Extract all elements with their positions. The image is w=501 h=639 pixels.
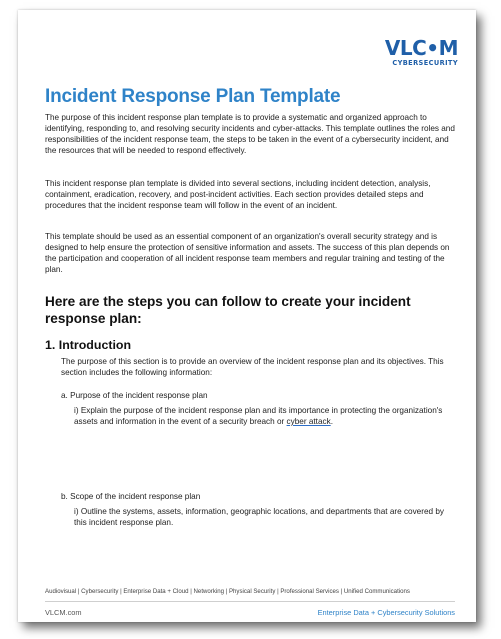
intro-paragraph-1: The purpose of this incident response plan template is to provide a systematic and organized approach to identifying, responding to, and resolving security incidents and cyber-attacks. This template outlines the roles and responsibilities of the incident response team, the steps to be taken in the event of a cybersecurity incident, and the resources that will be needed to respond effectively. <box>45 113 455 155</box>
subsection-item-scope: i) Outline the systems, assets, information, geographic locations, and departments that are covered by this incident response plan. <box>74 507 444 527</box>
section-heading-introduction: 1. Introduction <box>45 338 132 352</box>
subsection-item-purpose <box>74 405 452 427</box>
cyber-attack-link[interactable]: cyber attack <box>286 417 331 426</box>
intro-paragraph-3: This template should be used as an essential component of an organization's overall security strategy and is designed to help ensure the protection of sensitive information and assets. The success of this plan depends on the participation and cooperation of all incident response team members and regular training and testing of the plan. <box>45 232 450 274</box>
document-page <box>18 10 476 622</box>
subsection-heading-scope: b. Scope of the incident response plan <box>61 492 201 501</box>
steps-heading: Here are the steps you can follow to create your incident response plan: <box>45 294 411 326</box>
footer-website[interactable]: VLCM.com <box>45 608 82 617</box>
item-end: . <box>330 417 333 426</box>
footer-divider <box>45 601 455 602</box>
subsection-heading-purpose: a. Purpose of the incident response plan <box>61 391 208 400</box>
intro-paragraph-2: This incident response plan template is divided into several sections, including incident detection, analysis, containment, eradication, recovery, and post-incident activities. Each section provides detailed steps and procedures that the incident response team will follow in the event of an incident. <box>45 179 431 210</box>
footer-services: Audiovisual | Cybersecurity | Enterprise Data + Cloud | Networking | Physical Security | Professional Services | Unified Communications <box>45 588 410 595</box>
item-text: i) Explain the purpose of the incident response plan and its importance in protecting the organization's assets and information in the event of a security breach or <box>74 406 443 426</box>
section-intro-text: The purpose of this section is to provide an overview of the incident response plan and its objectives. This section includes the following information: <box>61 357 444 377</box>
vlcm-logo <box>385 38 458 67</box>
document-title: Incident Response Plan Template <box>45 86 341 107</box>
logo-tagline: CYBERSECURITY <box>392 59 458 67</box>
logo-mark: VLC•M <box>384 36 458 60</box>
footer-tagline: Enterprise Data + Cybersecurity Solutions <box>317 608 455 617</box>
